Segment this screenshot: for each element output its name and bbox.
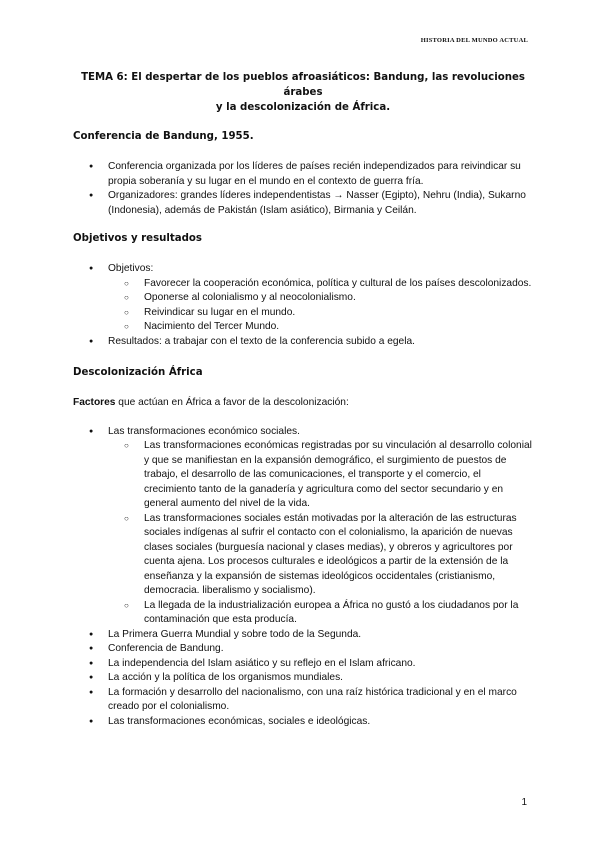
title-line-1: TEMA 6: El despertar de los pueblos afroasiáticos: Bandung, las revoluciones árabes — [81, 72, 525, 98]
factors-list — [73, 425, 533, 730]
factors-intro — [73, 396, 533, 411]
heading-bandung: Conferencia de Bandung, 1955. — [73, 131, 254, 142]
bandung-list — [73, 160, 533, 218]
list-item: ● La Primera Guerra Mundial y sobre todo de la Segunda. — [73, 628, 533, 643]
factors-bold: Factores — [73, 397, 116, 408]
objectives-list — [73, 262, 533, 349]
factors-sublist — [108, 439, 533, 628]
sub-list-item: ○ Nacimiento del Tercer Mundo. — [108, 320, 533, 335]
document-title — [73, 70, 533, 115]
page-number: 1 — [521, 797, 527, 808]
sub-list-item: ○ Las transformaciones económicas registradas por su vinculación al desarrollo colonial y que se manifiestan en la expansión demográfico, el surgimiento de puestos de trabajo, el desarrollo de las comunicaciones, el transporte y el comercio, el crecimiento tanto de la ganadería y agricultura como del sector secundario y en general aumento del nivel de la vida. — [108, 439, 533, 512]
sub-list-item: ○ Favorecer la cooperación económica, política y cultural de los países descolonizados. — [108, 277, 533, 292]
running-header: HISTORIA DEL MUNDO ACTUAL — [420, 37, 528, 44]
factor-label: Las transformaciones económico sociales. — [108, 425, 300, 437]
list-item: ● La independencia del Islam asiático y su reflejo en el Islam africano. — [73, 657, 533, 672]
list-item — [73, 262, 533, 335]
list-item: ● Las transformaciones económicas, sociales e ideológicas. — [73, 715, 533, 730]
title-line-2: y la descolonización de África. — [215, 102, 391, 113]
sub-list-item: ○ La llegada de la industrialización europea a África no gustó a los ciudadanos por la contaminación que esta producía. — [108, 599, 533, 628]
sub-list-item: ○ Reivindicar su lugar en el mundo. — [108, 306, 533, 321]
document-content — [73, 70, 533, 729]
list-item: ● Resultados: a trabajar con el texto de la conferencia subido a egela. — [73, 335, 533, 350]
heading-decolonization: Descolonización África — [73, 367, 203, 378]
objectives-sublist — [108, 277, 533, 335]
list-item: ● La formación y desarrollo del nacionalismo, con una raíz histórica tradicional y en el marco creado por el colonialismo. — [73, 686, 533, 715]
list-item: ● Conferencia organizada por los líderes de países recién independizados para reivindicar su propia soberanía y su lugar en el mundo en el contexto de guerra fría. — [73, 160, 533, 189]
list-item: ● La acción y la política de los organismos mundiales. — [73, 671, 533, 686]
list-item: ● Conferencia de Bandung. — [73, 642, 533, 657]
objectives-label: Objetivos: — [108, 263, 154, 274]
heading-objectives: Objetivos y resultados — [73, 233, 202, 244]
list-item — [73, 425, 533, 628]
factors-text: que actúan en África a favor de la descolonización: — [115, 397, 349, 408]
sub-list-item: ○ Las transformaciones sociales están motivadas por la alteración de las estructuras sociales indígenas al sufrir el contacto con el colonialismo, la aparición de nuevas clases sociales (burguesía nacional y clases medias), y obreros y agricultores por cuenta ajena. Los procesos culturales e ideológicos a partir de la extensión de la enseñanza y la expansión de sistemas ideológicos occidentales (cristianismo, democracia. liberalismo y socialismo). — [108, 512, 533, 599]
list-item: ● Organizadores: grandes líderes independentistas → Nasser (Egipto), Nehru (India), Sukarno (Indonesia), además de Pakistán (Islam asiático), Birmania y Ceilán. — [73, 189, 533, 218]
sub-list-item: ○ Oponerse al colonialismo y al neocolonialismo. — [108, 291, 533, 306]
